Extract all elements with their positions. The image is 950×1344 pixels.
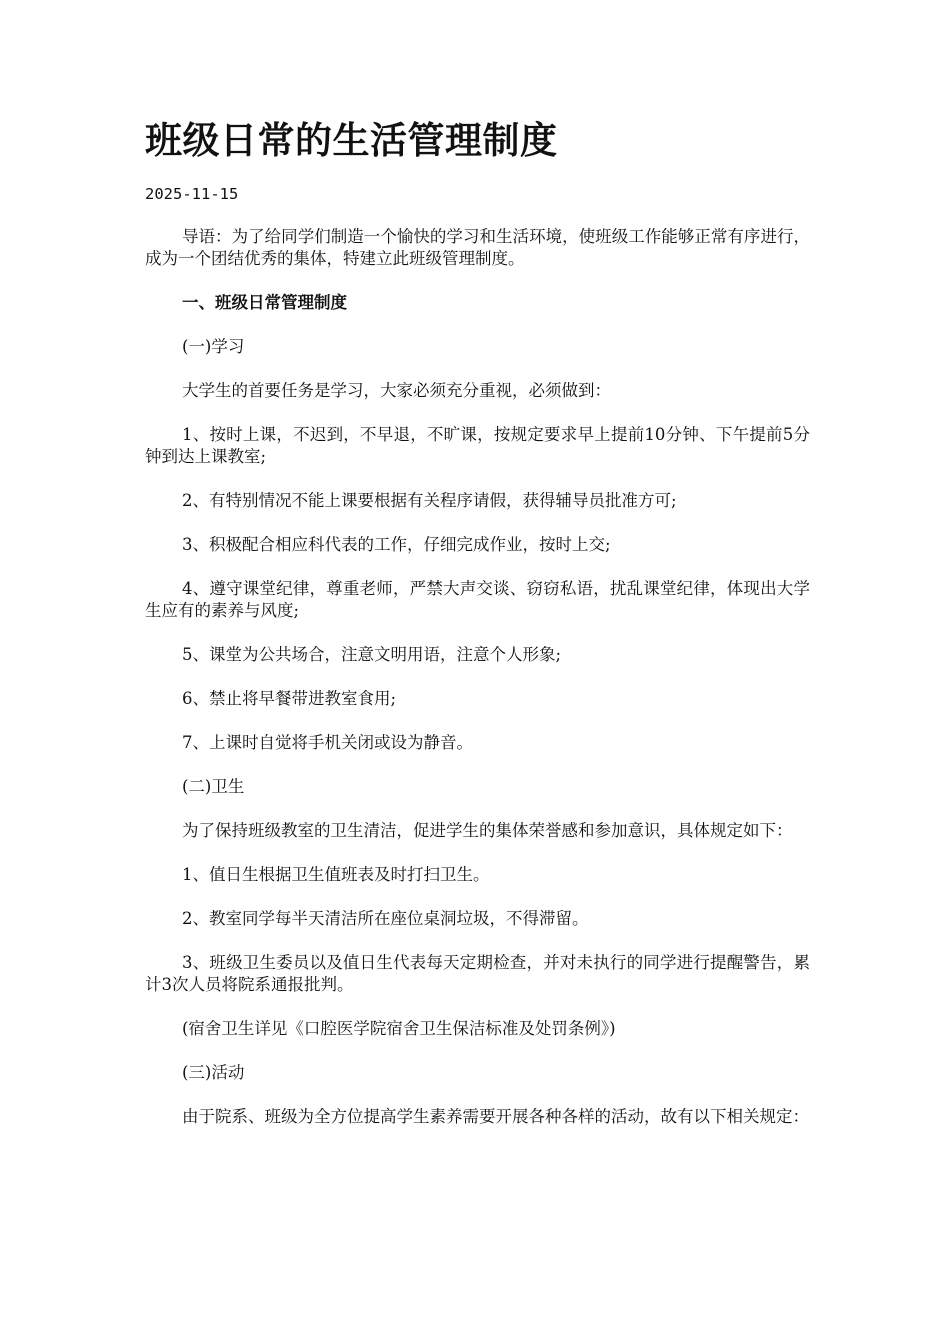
body-paragraph: 由于院系、班级为全方位提高学生素养需要开展各种各样的活动，故有以下相关规定： xyxy=(182,1107,809,1126)
subsection-heading: (二)卫生 xyxy=(182,777,245,796)
list-item: 2、有特别情况不能上课要根据有关程序请假，获得辅导员批准方可; xyxy=(182,491,677,510)
list-item: 2、教室同学每半天清洁所在座位桌洞垃圾，不得滞留。 xyxy=(182,909,589,928)
body-paragraph: (宿舍卫生详见《口腔医学院宿舍卫生保洁标准及处罚条例》) xyxy=(182,1019,616,1038)
list-item: 3、班级卫生委员以及值日生代表每天定期检查，并对未执行的同学进行提醒警告，累计3次人员将院系通报批判。 xyxy=(145,953,810,994)
subsection-heading: (三)活动 xyxy=(182,1063,245,1082)
list-item: 1、按时上课，不迟到，不早退，不旷课，按规定要求早上提前10分钟、下午提前5分钟到达上课教室; xyxy=(145,425,810,466)
list-item: 4、遵守课堂纪律，尊重老师，严禁大声交谈、窃窃私语，扰乱课堂纪律，体现出大学生应有的素养与风度; xyxy=(145,579,810,620)
document-title: 班级日常的生活管理制度 xyxy=(145,119,558,162)
document-page xyxy=(145,118,810,1128)
list-item: 6、禁止将早餐带进教室食用; xyxy=(182,689,397,708)
section-heading: 一、班级日常管理制度 xyxy=(182,293,347,312)
list-item: 1、值日生根据卫生值班表及时打扫卫生。 xyxy=(182,865,490,884)
list-item: 7、上课时自觉将手机关闭或设为静音。 xyxy=(182,733,473,752)
list-item: 5、课堂为公共场合，注意文明用语，注意个人形象; xyxy=(182,645,562,664)
subsection-heading: (一)学习 xyxy=(182,337,245,356)
body-paragraph: 为了保持班级教室的卫生清洁，促进学生的集体荣誉感和参加意识，具体规定如下： xyxy=(182,821,793,840)
document-body xyxy=(145,226,810,1128)
document-date: 2025-11-15 xyxy=(145,185,239,203)
list-item: 3、积极配合相应科代表的工作，仔细完成作业，按时上交; xyxy=(182,535,611,554)
body-paragraph: 大学生的首要任务是学习，大家必须充分重视，必须做到： xyxy=(182,381,611,400)
intro-paragraph: 导语：为了给同学们制造一个愉快的学习和生活环境，使班级工作能够正常有序进行，成为一个团结优秀的集体，特建立此班级管理制度。 xyxy=(145,227,810,268)
